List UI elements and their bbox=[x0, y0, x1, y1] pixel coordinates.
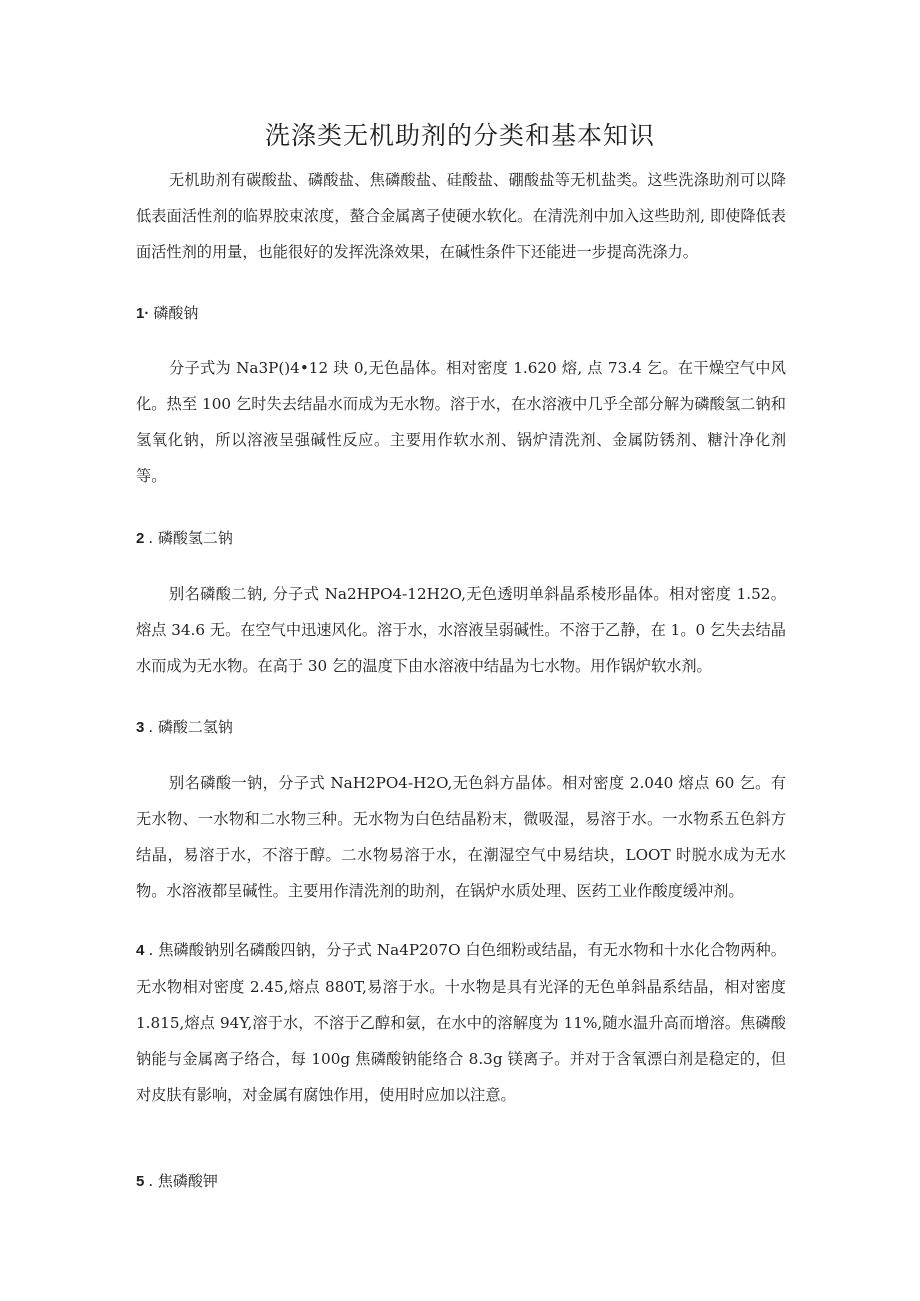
intro-paragraph: 无机助剂有碳酸盐、磷酸盐、焦磷酸盐、硅酸盐、硼酸盐等无机盐类。这些洗涤助剂可以降低表面活性剂的临界胶束浓度，螯合金属离子使硬水软化。在清洗剂中加入这些助剂, 即使降低表面活性剂的用量，也能很好的发挥洗涤效果，在碱性条件下还能进一步提高洗涤力。 bbox=[136, 171, 786, 261]
section-body-3: 别名磷酸一钠，分子式 NaH2PO4-H2O,无色斜方晶体。相对密度 2.040 熔点 60 乞。有无水物、一水物和二水物三种。无水物为白色结晶粉末，微吸湿，易溶于水。一水物系五色斜方结晶，易溶于水，不溶于醇。二水物易溶于水，在潮湿空气中易结块，LOOT 时脱水成为无水物。水溶液都呈碱性。主要用作清洗剂的助剂，在锅炉水质处理、医药工业作酸度缓冲剂。 bbox=[136, 774, 786, 900]
section-title-2: . 磷酸氢二钠 bbox=[148, 529, 233, 547]
section-number-2: 2 bbox=[136, 530, 145, 547]
section-heading-3 bbox=[136, 715, 233, 740]
section-body-2: 别名磷酸二钠, 分子式 Na2HPO4-12H2O,无色透明单斜晶系棱形晶体。相对密度 1.52。熔点 34.6 无。在空气中迅速风化。溶于水，水溶液呈弱碱性。不溶于乙静，在 1。0 乞失去结晶水而成为无水物。在高于 30 乞的温度下由水溶液中结晶为七水物。用作锅炉软水剂。 bbox=[136, 585, 786, 675]
section-number-1: 1· bbox=[136, 305, 150, 322]
section-heading-1 bbox=[136, 301, 198, 326]
section-heading-2 bbox=[136, 526, 233, 551]
section-heading-5 bbox=[136, 1169, 218, 1194]
section-title-3: . 磷酸二氢钠 bbox=[148, 718, 233, 736]
section-title-5: . 焦磷酸钾 bbox=[148, 1172, 218, 1190]
section-number-4: 4 bbox=[136, 942, 145, 959]
section-title-1: 磷酸钠 bbox=[153, 304, 199, 322]
section-number-3: 3 bbox=[136, 719, 145, 736]
page-title: 洗涤类无机助剂的分类和基本知识 bbox=[264, 121, 655, 150]
section-4 bbox=[136, 932, 786, 1113]
section-body-1: 分子式为 Na3P()4•12 玦 0,无色晶体。相对密度 1.620 熔, 点 73.4 乞。在干燥空气中风化。热至 100 乞时失去结晶水而成为无水物。溶于水，在水溶液中几乎全部分解为磷酸氢二钠和氢氧化钠，所以溶液呈强碱性反应。主要用作软水剂、锅炉清洗剂、金属防锈剂、糖汁净化剂等。 bbox=[136, 359, 786, 485]
section-body-4: . 焦磷酸钠别名磷酸四钠，分子式 Na4P207O 白色细粉或结晶，有无水物和十水化合物两种。无水物相对密度 2.45,熔点 880T,易溶于水。十水物是具有光泽的无色单斜晶系结晶，相对密度 1.815,熔点 94Y,溶于水，不溶于乙醇和氨，在水中的溶解度为 11%,随水温升高而增溶。焦磷酸钠能与金属离子络合，每 100g 焦磷酸钠能络合 8.3g 镁离子。并对于含氧漂白剂是稳定的，但对皮肤有影响，对金属有腐蚀作用，使用时应加以注意。 bbox=[136, 941, 786, 1104]
section-number-5: 5 bbox=[136, 1173, 145, 1190]
